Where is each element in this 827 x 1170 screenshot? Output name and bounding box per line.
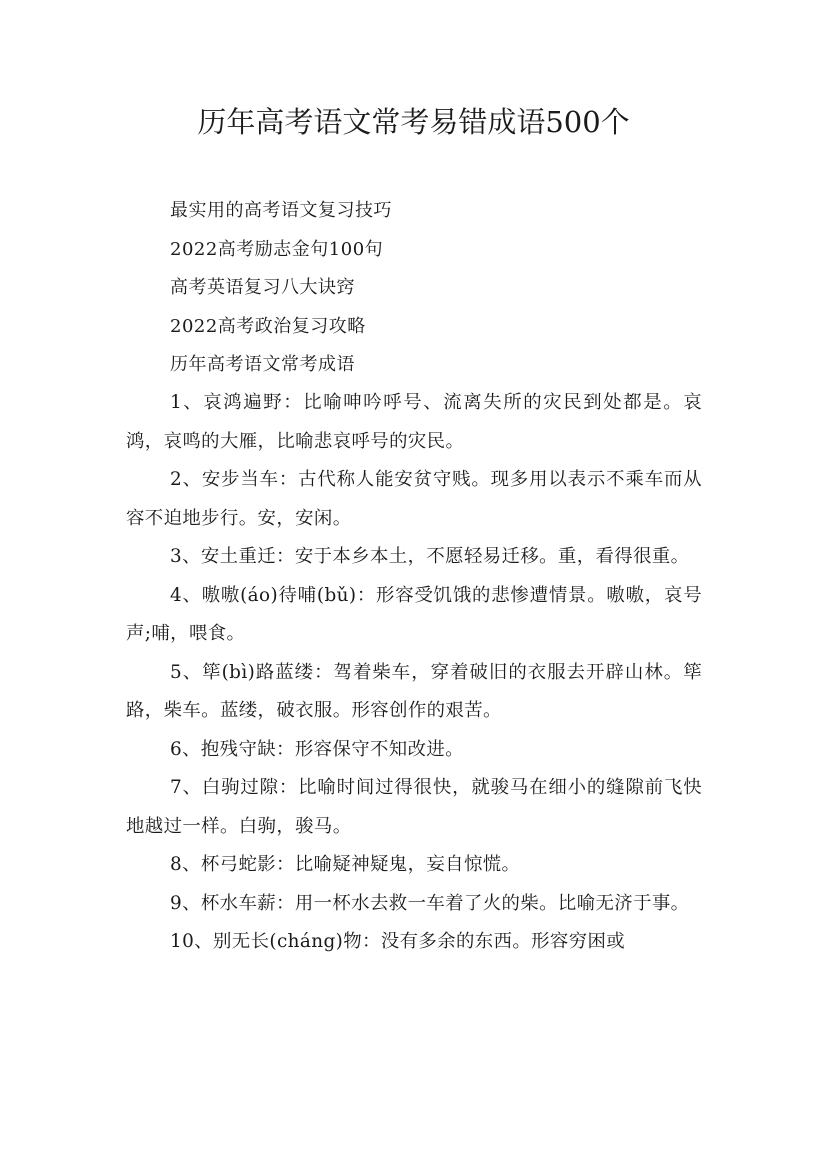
related-links-list (170, 192, 730, 385)
related-link[interactable]: 2022高考政治复习攻略 (170, 315, 366, 337)
document-title: 历年高考语文常考易错成语500个 (197, 105, 630, 139)
idiom-entry: 5、筚(bì)路蓝缕：驾着柴车，穿着破旧的衣服去开辟山林。筚路，柴车。蓝缕，破衣服。形容创作的艰苦。 (126, 661, 702, 721)
idiom-entry: 9、杯水车薪：用一杯水去救一车着了火的柴。比喻无济于事。 (170, 892, 690, 914)
related-link[interactable]: 2022高考励志金句100句 (170, 238, 384, 260)
idiom-entry: 3、安土重迁：安于本乡本土，不愿轻易迁移。重，看得很重。 (170, 546, 690, 567)
related-link[interactable]: 最实用的高考语文复习技巧 (170, 200, 392, 221)
related-link[interactable]: 高考英语复习八大诀窍 (170, 277, 355, 298)
idiom-entry: 2、安步当车：古代称人能安贫守贱。现多用以表示不乘车而从容不迫地步行。安，安闲。 (126, 469, 702, 529)
related-link[interactable]: 历年高考语文常考成语 (170, 354, 355, 375)
idiom-entry: 10、别无长(cháng)物：没有多余的东西。形容穷困或 (170, 931, 626, 952)
idiom-entry: 4、嗷嗷(áo)待哺(bǔ)：形容受饥饿的悲惨遭情景。嗷嗷，哀号声;哺，喂食。 (126, 584, 702, 644)
idiom-entries (126, 384, 702, 962)
idiom-entry: 6、抱残守缺：形容保守不知改进。 (170, 738, 464, 760)
idiom-entry: 7、白驹过隙：比喻时间过得很快，就骏马在细小的缝隙前飞快地越过一样。白驹，骏马。 (126, 777, 702, 837)
idiom-entry: 1、哀鸿遍野：比喻呻吟呼号、流离失所的灾民到处都是。哀鸿，哀鸣的大雁，比喻悲哀呼号的灾民。 (126, 392, 702, 452)
idiom-entry: 8、杯弓蛇影：比喻疑神疑鬼，妄自惊慌。 (170, 854, 521, 875)
